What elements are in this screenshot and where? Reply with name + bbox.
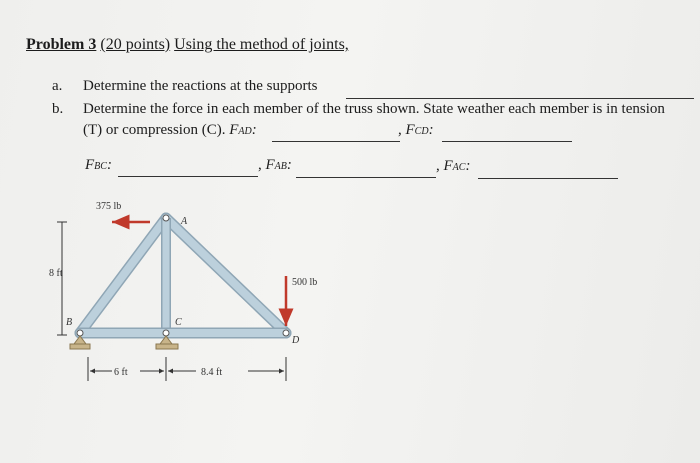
label-fad: FAD: [229,122,257,138]
joint-c-pin [163,330,169,336]
part-a-marker: a. [52,78,63,94]
label-fcd: , FCD: [398,122,434,138]
span-label-bc: 6 ft [114,367,128,378]
part-b-marker: b. [52,101,64,117]
label-fac: , FAC: [436,158,471,174]
joint-b-pin [77,330,83,336]
joint-label-a: A [181,216,188,227]
truss-members [80,218,286,333]
part-b-text-line2: (T) or compression (C). FAD: [83,122,257,138]
problem-points: (20 points) [100,36,171,53]
part-a-text: Determine the reactions at the supports [83,78,318,94]
joint-label-b: B [66,317,73,328]
joint-label-d: D [292,335,300,346]
part-b-text: Determine the force in each member of the truss shown. State weather each member is in tension [83,101,665,117]
joint-label-c: C [175,317,182,328]
label-fbc: FBC: [85,157,112,173]
load-label-vertical: 500 lb [292,277,318,288]
joint-d-pin [283,330,289,336]
joint-a-pin [163,215,169,221]
problem-number: Problem 3 [26,36,97,53]
span-label-cd: 8.4 ft [201,367,223,378]
load-label-horizontal: 375 lb [96,201,122,212]
problem-instruction: Using the method of joints, [174,36,349,53]
height-label: 8 ft [49,268,63,279]
label-fab: , FAB: [258,157,292,173]
